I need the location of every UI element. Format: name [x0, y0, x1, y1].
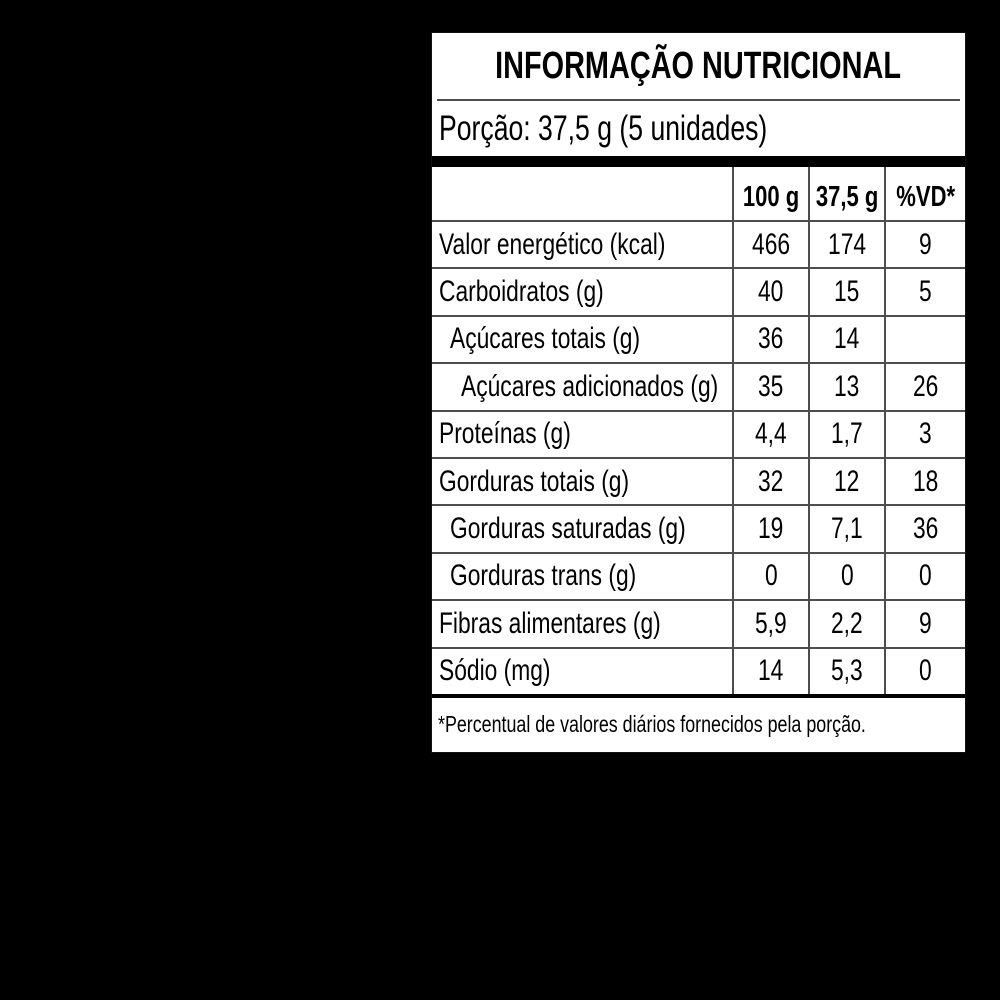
value-vd: 0 — [919, 559, 932, 593]
value-vd: 18 — [912, 464, 939, 498]
header-37g: 37,5 g — [815, 181, 879, 213]
value-vd: 3 — [919, 417, 932, 451]
serving-size-text: Porção: 37,5 g (5 unidades) — [439, 108, 768, 148]
value-serving-cell — [808, 649, 884, 694]
table-row-acucares-totais — [432, 315, 965, 362]
row-label-cell — [432, 364, 732, 409]
value-serving: 1,7 — [831, 417, 863, 451]
nutrition-label-panel — [432, 33, 965, 752]
value-vd-cell — [884, 554, 965, 599]
row-label-cell — [432, 459, 732, 504]
value-serving-cell — [808, 412, 884, 457]
value-100g: 5,9 — [755, 606, 787, 640]
value-vd: 36 — [912, 512, 939, 546]
value-vd: 9 — [919, 227, 932, 261]
value-serving-cell — [808, 506, 884, 551]
value-serving-cell — [808, 317, 884, 362]
value-100g: 40 — [758, 275, 784, 309]
value-serving-cell — [808, 269, 884, 314]
value-vd: 0 — [919, 654, 932, 688]
value-serving: 13 — [834, 369, 860, 403]
value-serving: 7,1 — [831, 512, 863, 546]
label-title-section — [432, 33, 965, 99]
value-serving-cell — [808, 601, 884, 646]
value-100g-cell — [732, 412, 808, 457]
row-label-cell — [432, 554, 732, 599]
value-vd-cell — [884, 222, 965, 267]
value-serving: 5,3 — [831, 654, 863, 688]
row-label-cell — [432, 222, 732, 267]
value-100g-cell — [732, 554, 808, 599]
table-row-gorduras-trans — [432, 552, 965, 599]
row-label-cell — [432, 412, 732, 457]
value-100g-cell — [732, 506, 808, 551]
value-vd-cell — [884, 269, 965, 314]
value-100g-cell — [732, 317, 808, 362]
value-100g-cell — [732, 269, 808, 314]
table-row-proteinas — [432, 410, 965, 457]
value-vd-cell — [884, 601, 965, 646]
header-empty-cell — [432, 167, 732, 220]
value-serving-cell — [808, 459, 884, 504]
value-serving-cell — [808, 364, 884, 409]
row-label-cell — [432, 506, 732, 551]
value-serving: 14 — [834, 322, 860, 356]
value-100g: 4,4 — [755, 417, 787, 451]
value-100g: 35 — [758, 369, 784, 403]
row-label: Proteínas (g) — [439, 417, 571, 451]
value-vd: 5 — [919, 275, 932, 309]
value-100g-cell — [732, 649, 808, 694]
row-label: Gorduras saturadas (g) — [450, 512, 686, 546]
value-vd-cell — [884, 412, 965, 457]
label-title: INFORMAÇÃO NUTRICIONAL — [495, 44, 902, 87]
value-serving: 15 — [834, 275, 860, 309]
row-label: Sódio (mg) — [439, 654, 551, 688]
row-label: Açúcares adicionados (g) — [461, 369, 719, 403]
value-100g: 32 — [758, 464, 784, 498]
row-label-cell — [432, 317, 732, 362]
row-label: Fibras alimentares (g) — [439, 606, 661, 640]
row-label: Valor energético (kcal) — [439, 227, 666, 261]
table-row-valor-energetico — [432, 220, 965, 267]
value-serving: 12 — [834, 464, 860, 498]
value-vd: 9 — [919, 606, 932, 640]
header-vd: %VD* — [896, 181, 955, 213]
value-serving: 2,2 — [831, 606, 863, 640]
value-100g-cell — [732, 222, 808, 267]
row-label: Açúcares totais (g) — [450, 322, 641, 356]
table-header-row — [432, 167, 965, 220]
value-serving-cell — [808, 222, 884, 267]
value-100g: 0 — [764, 559, 778, 593]
table-row-acucares-adicionados — [432, 362, 965, 409]
value-vd-cell — [884, 364, 965, 409]
value-100g: 14 — [758, 654, 784, 688]
header-vd-cell — [884, 167, 965, 220]
value-100g: 466 — [751, 227, 791, 261]
value-100g-cell — [732, 459, 808, 504]
footnote-text: *Percentual de valores diários fornecidos pela porção. — [438, 711, 866, 738]
value-vd-cell — [884, 649, 965, 694]
table-row-carboidratos — [432, 267, 965, 314]
value-vd-cell — [884, 459, 965, 504]
table-row-fibras — [432, 599, 965, 646]
header-100g: 100 g — [742, 181, 800, 213]
table-row-gorduras-saturadas — [432, 504, 965, 551]
value-100g: 36 — [758, 322, 784, 356]
value-serving: 174 — [827, 227, 867, 261]
value-vd-cell — [884, 317, 965, 362]
header-100g-cell — [732, 167, 808, 220]
value-vd: 26 — [912, 369, 939, 403]
row-label: Gorduras trans (g) — [450, 559, 637, 593]
value-100g: 19 — [758, 512, 784, 546]
serving-size-section — [432, 101, 965, 156]
header-37g-cell — [808, 167, 884, 220]
value-vd-cell — [884, 506, 965, 551]
row-label-cell — [432, 649, 732, 694]
row-label-cell — [432, 601, 732, 646]
value-serving: 0 — [840, 559, 854, 593]
footnote-section — [432, 698, 965, 752]
table-row-sodio — [432, 647, 965, 694]
table-top-bar — [432, 156, 965, 167]
value-100g-cell — [732, 601, 808, 646]
value-serving-cell — [808, 554, 884, 599]
row-label: Gorduras totais (g) — [439, 464, 630, 498]
table-row-gorduras-totais — [432, 457, 965, 504]
value-100g-cell — [732, 364, 808, 409]
row-label: Carboidratos (g) — [439, 275, 604, 309]
row-label-cell — [432, 269, 732, 314]
